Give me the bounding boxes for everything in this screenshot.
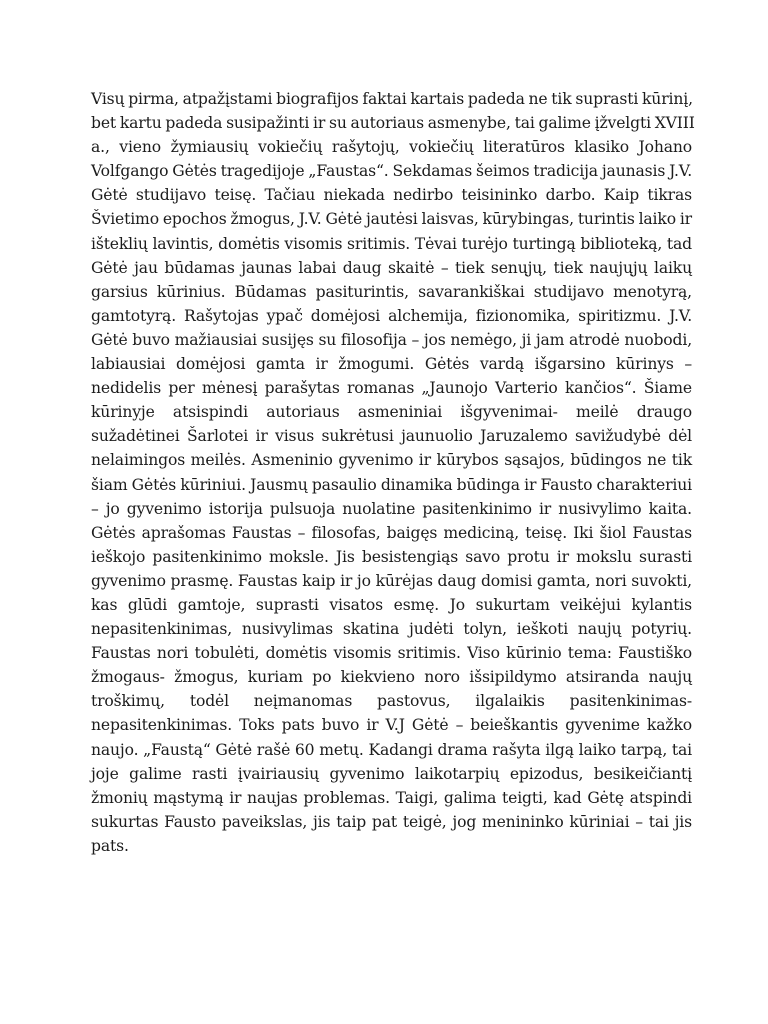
text-line: ieškojo pasitenkinimo moksle. Jis besistengiąs savo protu ir mokslu surasti bbox=[91, 547, 692, 566]
text-line: naujo. „Faustą“ Gėtė rašė 60 metų. Kadangi drama rašyta ilgą laiko tarpą, tai bbox=[91, 740, 692, 759]
text-line: – jo gyvenimo istorija pulsuoja nuolatine pasitenkinimo ir nusivylimo kaita. bbox=[91, 499, 692, 518]
text-line: nepasitenkinimas. Toks pats buvo ir V.J Gėtė – beieškantis gyvenime kažko bbox=[91, 716, 692, 735]
text-line: kūrinyje atsispindi autoriaus asmeniniai išgyvenimai- meilė draugo bbox=[91, 403, 692, 422]
text-line: Volfgango Gėtės tragedijoje „Faustas“. Sekdamas šeimos tradicija jaunasis J.V. bbox=[91, 162, 692, 181]
text-line-last: pats. bbox=[91, 836, 129, 855]
text-line: nepasitenkinimas, nusivylimas skatina judėti tolyn, ieškoti naujų potyrių. bbox=[91, 620, 692, 639]
text-line: Gėtė studijavo teisę. Tačiau niekada nedirbo teisininko darbo. Kaip tikras bbox=[91, 186, 692, 205]
text-line: žmonių mąstymą ir naujas problemas. Taigi, galima teigti, kad Gėtę atspindi bbox=[91, 788, 692, 807]
text-line: nedidelis per mėnesį parašytas romanas „Jaunojo Varterio kančios“. Šiame bbox=[91, 379, 692, 398]
text-line: Faustas nori tobulėti, domėtis visomis sritimis. Viso kūrinio tema: Faustiško bbox=[91, 644, 692, 663]
text-line: gyvenimo prasmę. Faustas kaip ir jo kūrėjas daug domisi gamta, nori suvokti, bbox=[91, 571, 692, 590]
text-line: Gėtės aprašomas Faustas – filosofas, baigęs mediciną, teisę. Iki šiol Faustas bbox=[91, 523, 692, 542]
text-line: žmogaus- žmogus, kuriam po kiekvieno noro išsipildymo atsiranda naujų bbox=[91, 668, 692, 687]
text-line: garsius kūrinius. Būdamas pasiturintis, savarankiškai studijavo menotyrą, bbox=[91, 282, 692, 301]
text-line: kas glūdi gamtoje, suprasti visatos esmę. Jo sukurtam veikėjui kylantis bbox=[91, 595, 692, 614]
text-line: Švietimo epochos žmogus, J.V. Gėtė jautėsi laisvas, kūrybingas, turintis laiko ir bbox=[91, 210, 692, 229]
text-line: sukurtas Fausto paveikslas, jis taip pat teigė, jog menininko kūriniai – tai jis bbox=[91, 812, 692, 831]
text-line: gamtotyrą. Rašytojas ypač domėjosi alchemija, fizionomika, spiritizmu. J.V. bbox=[91, 306, 692, 325]
text-line: Visų pirma, atpažįstami biografijos faktai kartais padeda ne tik suprasti kūrinį, bbox=[91, 90, 693, 108]
text-line: šiam Gėtės kūriniui. Jausmų pasaulio dinamika būdinga ir Fausto charakteriui bbox=[91, 475, 692, 494]
text-line: išteklių lavintis, domėtis visomis sritimis. Tėvai turėjo turtingą biblioteką, tad bbox=[91, 234, 692, 253]
text-line: nelaimingos meilės. Asmeninio gyvenimo ir kūrybos sąsajos, būdingos ne tik bbox=[91, 451, 692, 470]
text-line: joje galime rasti įvairiausių gyvenimo laikotarpių epizodus, besikeičiantį bbox=[91, 764, 692, 783]
text-line: labiausiai domėjosi gamta ir žmogumi. Gėtės vardą išgarsino kūrinys – bbox=[91, 355, 692, 374]
essay-paragraph bbox=[91, 87, 695, 858]
text-line: Gėtė jau būdamas jaunas labai daug skaitė – tiek senųjų, tiek naujųjų laikų bbox=[91, 258, 692, 277]
text-line: sužadėtinei Šarlotei ir visus sukrėtusi jaunuolio Jaruzalemo savižudybė dėl bbox=[91, 427, 692, 446]
text-line: bet kartu padeda susipažinti ir su autoriaus asmenybe, tai galime įžvelgti XVIII bbox=[91, 114, 695, 133]
text-line: a., vieno žymiausių vokiečių rašytojų, vokiečių literatūros klasiko Johano bbox=[91, 138, 692, 157]
text-line: Gėtė buvo mažiausiai susijęs su filosofija – jos nemėgo, ji jam atrodė nuobodi, bbox=[91, 330, 692, 349]
text-line: troškimų, todėl neįmanomas pastovus, ilgalaikis pasitenkinimas- bbox=[91, 692, 692, 711]
